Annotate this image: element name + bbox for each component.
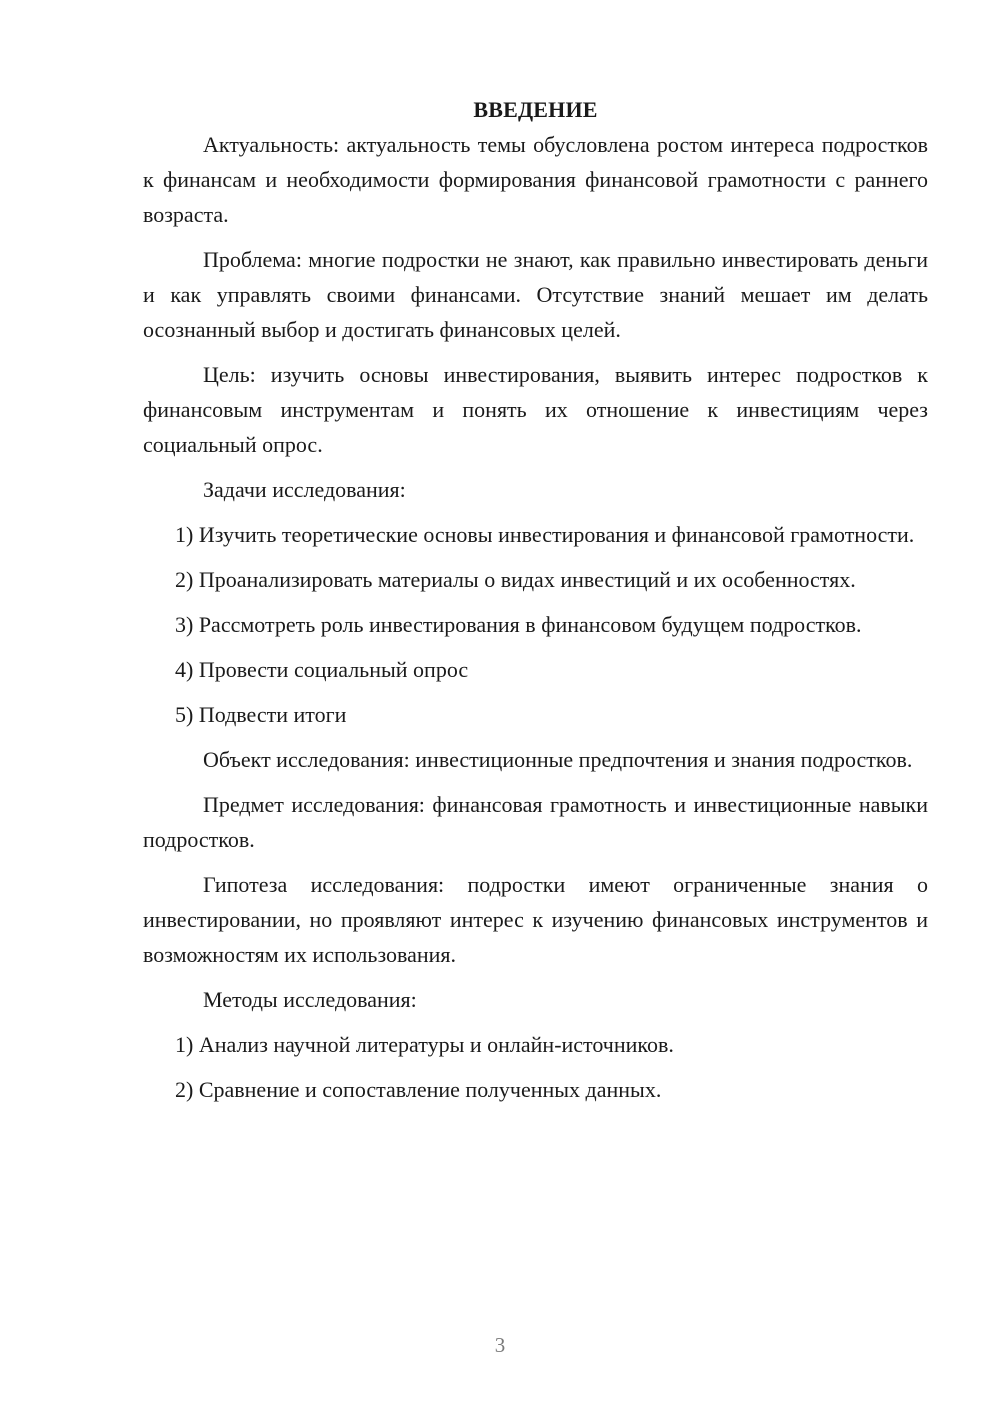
paragraph-subject: Предмет исследования: финансовая грамотность и инвестиционные навыки подростков. (143, 792, 928, 852)
paragraph-relevance: Актуальность: актуальность темы обусловлена ростом интереса подростков к финансам и необходимости формирования финансовой грамотности с раннего возраста. (143, 132, 928, 227)
section-title: ВВЕДЕНИЕ (473, 97, 598, 122)
document-page (143, 92, 928, 1117)
paragraph-problem: Проблема: многие подростки не знают, как правильно инвестировать деньги и как управлять своими финансами. Отсутствие знаний мешает им делать осознанный выбор и достигать финансовых целей. (143, 247, 928, 342)
task-item-3: 3) Рассмотреть роль инвестирования в финансовом будущем подростков. (175, 612, 862, 637)
task-item-2: 2) Проанализировать материалы о видах инвестиций и их особенностях. (175, 567, 856, 592)
page-number: 3 (494, 1333, 506, 1357)
method-item-2: 2) Сравнение и сопоставление полученных данных. (175, 1077, 662, 1102)
paragraph-object: Объект исследования: инвестиционные предпочтения и знания подростков. (203, 747, 913, 772)
method-item-1: 1) Анализ научной литературы и онлайн-источников. (175, 1032, 674, 1057)
tasks-heading: Задачи исследования: (203, 477, 406, 502)
methods-heading: Методы исследования: (203, 987, 417, 1012)
task-item-5: 5) Подвести итоги (175, 702, 347, 727)
paragraph-goal: Цель: изучить основы инвестирования, выявить интерес подростков к финансовым инструментам и понять их отношение к инвестициям через социальный опрос. (143, 362, 928, 457)
task-item-4: 4) Провести социальный опрос (175, 657, 469, 682)
task-item-1: 1) Изучить теоретические основы инвестирования и финансовой грамотности. (175, 522, 915, 547)
paragraph-hypothesis: Гипотеза исследования: подростки имеют ограниченные знания о инвестировании, но проявляют интерес к изучению финансовых инструментов и возможностям их использования. (143, 872, 928, 967)
